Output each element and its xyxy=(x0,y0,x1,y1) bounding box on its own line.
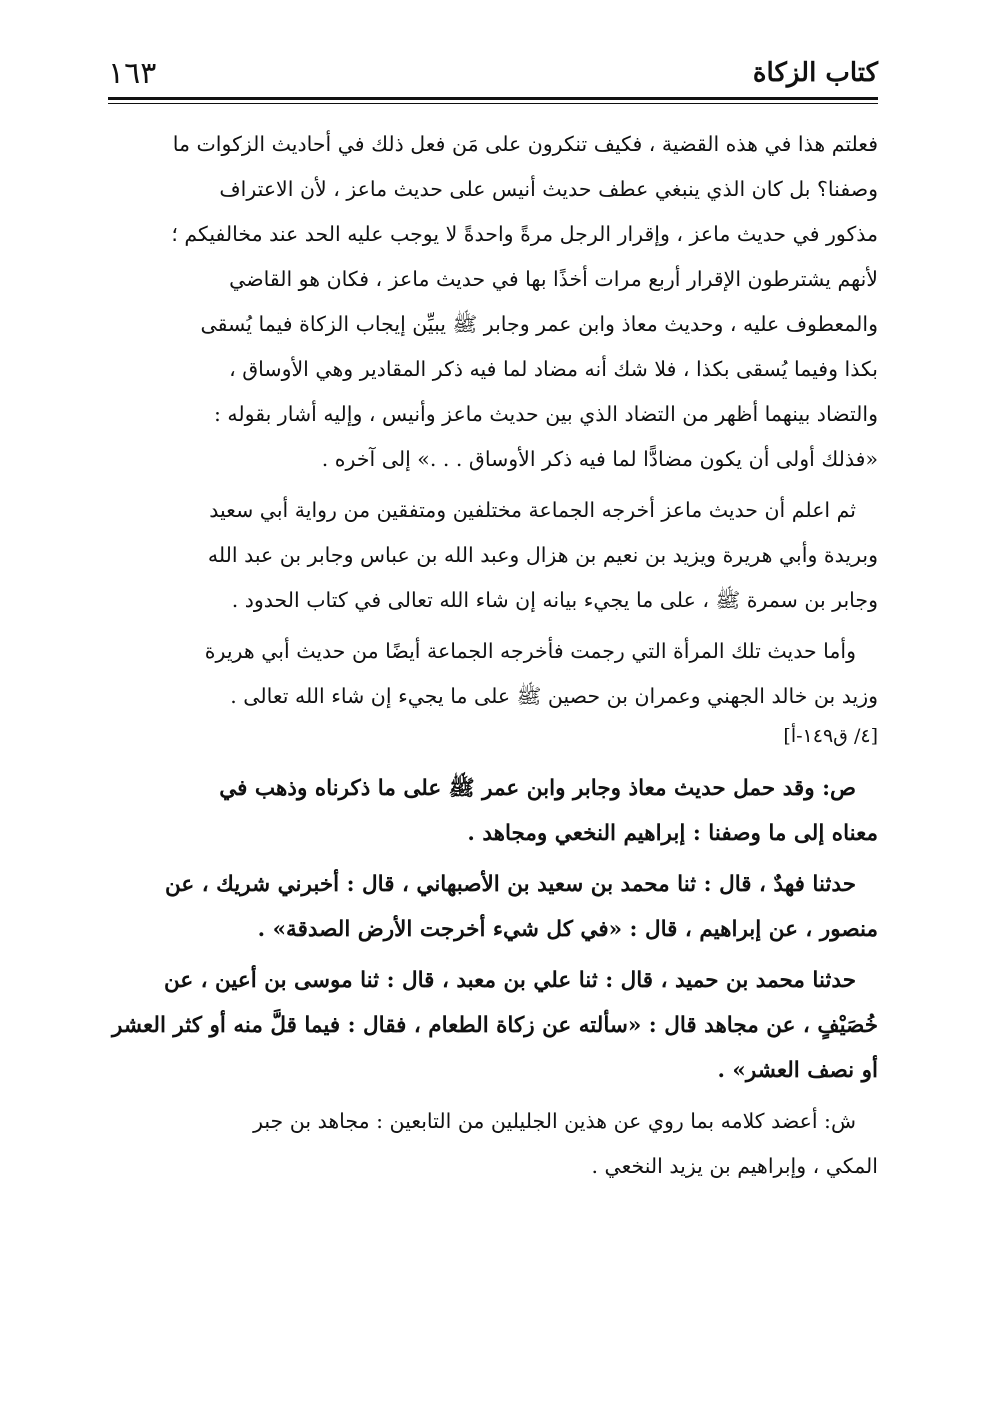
text-line: وبريدة وأبي هريرة ويزيد بن نعيم بن هزال وعبد الله بن عباس وجابر بن عبد الله xyxy=(207,543,878,567)
text-line: ص: وقد حمل حديث معاذ وجابر وابن عمر ﷺ على ما ذكرناه وذهب في xyxy=(219,776,856,801)
paragraph-matn xyxy=(108,958,878,1093)
text-line: لأنهم يشترطون الإقرار أربع مرات أخذًا بها في حديث ماعز ، فكان هو القاضي xyxy=(229,267,878,291)
paragraph xyxy=(108,629,878,719)
text-line: وأما حديث تلك المرأة التي رجمت فأخرجه الجماعة أيضًا من حديث أبي هريرة xyxy=(204,639,856,663)
text-line: وصفنا؟ بل كان الذي ينبغي عطف حديث أنيس على حديث ماعز ، لأن الاعتراف xyxy=(219,177,878,201)
paragraph-matn xyxy=(108,862,878,952)
page-body xyxy=(108,122,878,1189)
header-rule-thick xyxy=(108,97,878,100)
text-line: [٤/ ق١٤٩-أ] xyxy=(783,725,878,747)
page-reference xyxy=(108,719,878,754)
text-line: ش: أعضد كلامه بما روي عن هذين الجليلين من التابعين : مجاهد بن جبر xyxy=(253,1109,856,1133)
text-line: أو نصف العشر» . xyxy=(717,1058,878,1083)
paragraph-commentary xyxy=(108,1099,878,1189)
text-line: حدثنا فهدٌ ، قال : ثنا محمد بن سعيد بن الأصبهاني ، قال : أخبرني شريك ، عن xyxy=(165,872,856,897)
page-number: ١٦٣ xyxy=(108,56,157,91)
paragraph-matn xyxy=(108,766,878,856)
page-header xyxy=(108,54,878,94)
text-line: فعلتم هذا في هذه القضية ، فكيف تنكرون على مَن فعل ذلك في أحاديث الزكوات ما xyxy=(172,132,878,156)
text-line: بكذا وفيما يُسقى بكذا ، فلا شك أنه مضاد لما فيه ذكر المقادير وهي الأوساق ، xyxy=(229,357,878,381)
text-line: وجابر بن سمرة ﷺ ، على ما يجيء بيانه إن شاء الله تعالى في كتاب الحدود . xyxy=(231,588,878,612)
paragraph xyxy=(108,488,878,623)
header-rule-thin xyxy=(108,103,878,104)
text-line: ثم اعلم أن حديث ماعز أخرجه الجماعة مختلفين ومتفقين من رواية أبي سعيد xyxy=(209,498,856,522)
text-line: المكي ، وإبراهيم بن يزيد النخعي . xyxy=(591,1154,878,1178)
text-line: مذكور في حديث ماعز ، وإقرار الرجل مرةً واحدةً لا يوجب عليه الحد عند مخالفيكم ؛ xyxy=(171,222,878,246)
chapter-title: كتاب الزكاة xyxy=(752,58,878,88)
text-line: معناه إلى ما وصفنا : إبراهيم النخعي ومجاهد . xyxy=(467,821,878,846)
text-line: منصور ، عن إبراهيم ، قال : «في كل شيء أخرجت الأرض الصدقة» . xyxy=(257,917,878,942)
text-line: والمعطوف عليه ، وحديث معاذ وابن عمر وجابر ﷺ يبيِّن إيجاب الزكاة فيما يُسقى xyxy=(200,312,878,336)
text-line: خُصَيْفٍ ، عن مجاهد قال : «سألته عن زكاة الطعام ، فقال : فيما قلَّ منه أو كثر العشر xyxy=(111,1013,878,1038)
text-line: وزيد بن خالد الجهني وعمران بن حصين ﷺ على ما يجيء إن شاء الله تعالى . xyxy=(230,684,878,708)
text-line: والتضاد بينهما أظهر من التضاد الذي بين حديث ماعز وأنيس ، وإليه أشار بقوله : xyxy=(213,402,878,426)
text-line: حدثنا محمد بن حميد ، قال : ثنا علي بن معبد ، قال : ثنا موسى بن أعين ، عن xyxy=(163,968,856,993)
text-line: «فذلك أولى أن يكون مضادًّا لما فيه ذكر الأوساق . . .» إلى آخره . xyxy=(321,447,878,471)
paragraph xyxy=(108,122,878,482)
